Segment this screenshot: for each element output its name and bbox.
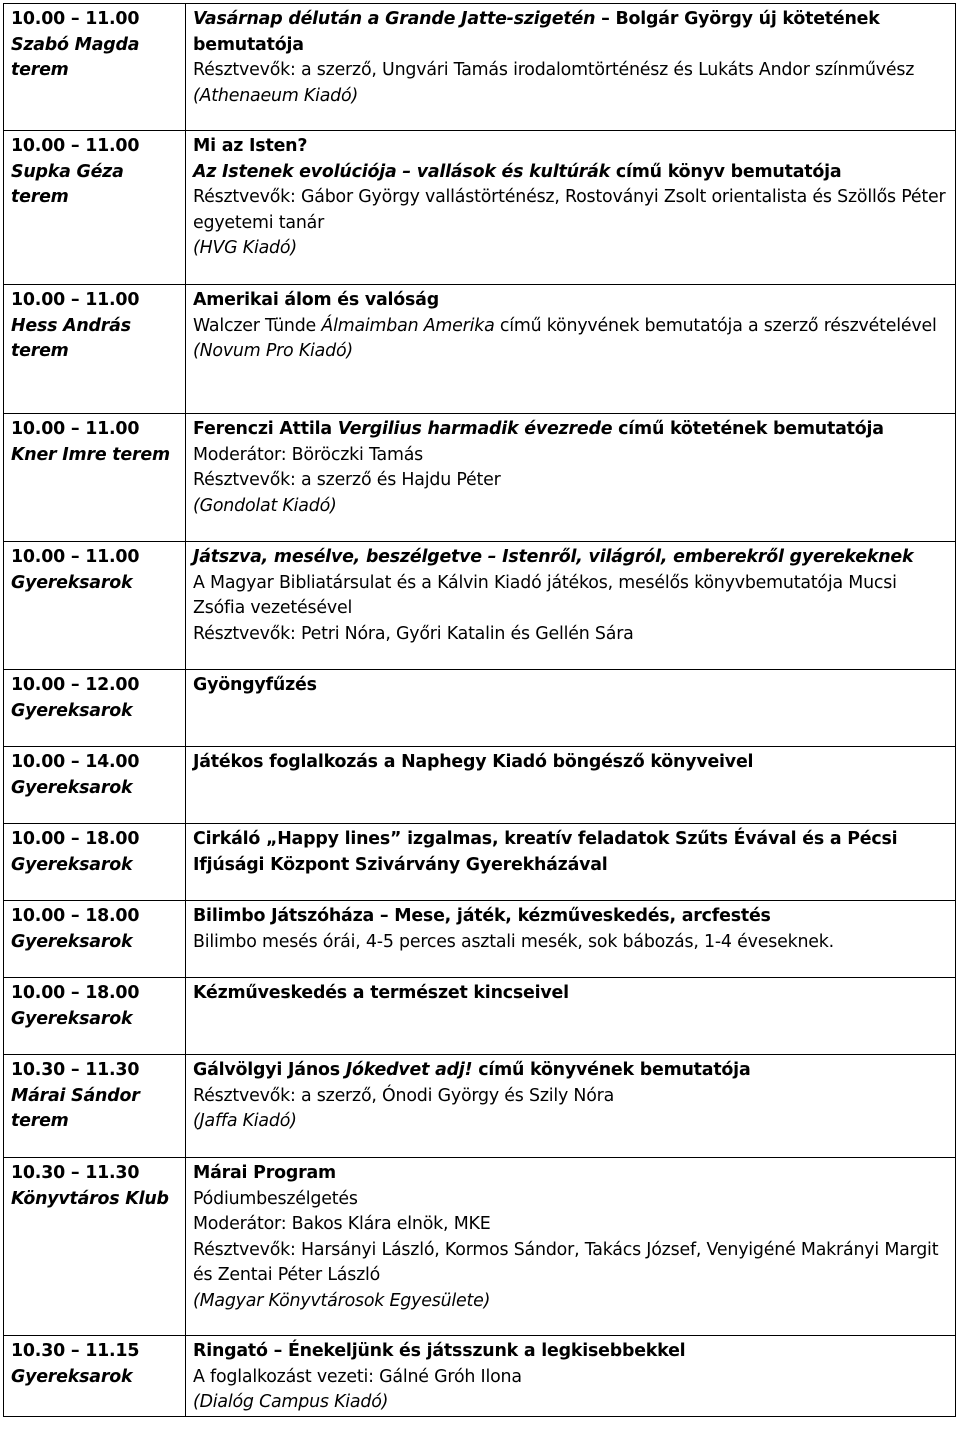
event-description-line <box>193 84 948 110</box>
text-segment: Walczer Tünde <box>193 315 322 336</box>
text-segment: című kötetének bemutatója <box>612 419 884 439</box>
event-description-line <box>193 1161 948 1187</box>
text-segment: Ferenczi Attila <box>193 419 338 439</box>
event-venue: Supka Géza <box>11 161 124 182</box>
text-segment: Cirkáló „Happy lines” izgalmas, kreatív feladatok Szűts Évával és a Pécsi Ifjúsági Központ Szivárvány Gyerekházával <box>193 829 898 875</box>
event-description-line <box>193 417 948 443</box>
text-segment: Bilimbo Játszóháza – Mese, játék, kézműveskedés, arcfestés <box>193 906 771 926</box>
event-description-cell <box>186 978 956 1055</box>
event-description-line <box>193 545 948 571</box>
event-time: 10.00 – 11.00 <box>11 290 140 310</box>
schedule-row <box>4 131 956 285</box>
event-venue: Könyvtáros Klub <box>11 1188 169 1209</box>
text-segment: A foglalkozást vezeti: Gálné Gróh Ilona <box>193 1366 522 1387</box>
time-venue-cell <box>4 285 186 414</box>
text-segment: (Gondolat Kiadó) <box>193 495 337 516</box>
event-description-cell <box>186 285 956 414</box>
event-description-line <box>193 1212 948 1238</box>
event-description-cell <box>186 542 956 670</box>
event-venue: Gyereksarok <box>11 931 133 952</box>
schedule-row <box>4 978 956 1055</box>
event-description-line <box>193 494 948 520</box>
event-description-line <box>193 58 948 84</box>
text-segment: Gálvölgyi János <box>193 1060 346 1080</box>
time-venue-cell <box>4 670 186 747</box>
event-description-line <box>193 1084 948 1110</box>
event-description-line <box>193 185 948 236</box>
event-description-cell <box>186 901 956 978</box>
text-segment: Résztvevők: a szerző, Ungvári Tamás irodalomtörténész és Lukáts Andor színművész <box>193 60 915 81</box>
event-time: 10.00 – 12.00 <box>11 675 140 695</box>
text-segment: Bilimbo mesés órái, 4-5 perces asztali mesék, sok bábozás, 1-4 éveseknek. <box>193 931 834 952</box>
event-venue: terem <box>11 1111 69 1132</box>
text-segment: Moderátor: Böröczki Tamás <box>193 444 424 465</box>
event-time: 10.00 – 14.00 <box>11 752 140 772</box>
event-description-line <box>193 1339 948 1365</box>
text-segment: című könyv bemutatója <box>610 161 842 182</box>
event-description-line <box>193 1365 948 1391</box>
text-segment: Jókedvet adj! <box>345 1060 473 1080</box>
event-venue: terem <box>11 60 69 81</box>
text-segment: Játszva, mesélve, beszélgetve – Istenről, világról, emberekről gyerekeknek <box>193 547 914 567</box>
program-schedule-table <box>3 3 956 1417</box>
event-time: 10.00 – 11.00 <box>11 419 140 439</box>
text-segment: A Magyar Bibliatársulat és a Kálvin Kiadó játékos, mesélős könyvbemutatója Mucsi Zsófia vezetésével <box>193 572 897 619</box>
event-description-line <box>193 443 948 469</box>
event-description-line <box>193 1058 948 1084</box>
event-description-cell <box>186 747 956 824</box>
text-segment: Résztvevők: Gábor György vallástörténész, Rostoványi Zsolt orientalista és Szöllős Péter egyetemi tanár <box>193 187 946 233</box>
text-segment: című könyvének bemutatója <box>472 1060 751 1080</box>
event-venue: Gyereksarok <box>11 572 133 593</box>
text-segment: Az Istenek evolúciója – vallások és kultúrák <box>193 161 611 182</box>
event-description-line <box>193 314 948 340</box>
schedule-body <box>4 4 956 1417</box>
event-venue: Gyereksarok <box>11 777 133 798</box>
schedule-row <box>4 542 956 670</box>
event-description-line <box>193 339 948 365</box>
event-time: 10.00 – 18.00 <box>11 829 140 849</box>
schedule-row <box>4 747 956 824</box>
event-description-line <box>193 827 948 878</box>
text-segment: Moderátor: Bakos Klára elnök, MKE <box>193 1214 491 1235</box>
event-description-cell <box>186 670 956 747</box>
event-venue: Gyereksarok <box>11 1366 133 1387</box>
event-description-line <box>193 288 948 314</box>
event-time: 10.00 – 18.00 <box>11 906 140 926</box>
event-venue: Kner Imre terem <box>11 444 170 465</box>
event-description-line <box>193 981 948 1007</box>
schedule-row <box>4 1336 956 1417</box>
text-segment: Pódiumbeszélgetés <box>193 1188 358 1209</box>
time-venue-cell <box>4 4 186 131</box>
text-segment: Ringató – Énekeljünk és játsszunk a legkisebbekkel <box>193 1341 686 1361</box>
event-time: 10.30 – 11.15 <box>11 1341 140 1361</box>
schedule-row <box>4 4 956 131</box>
event-time: 10.30 – 11.30 <box>11 1060 140 1080</box>
time-venue-cell <box>4 824 186 901</box>
time-venue-cell <box>4 1055 186 1158</box>
event-description-line <box>193 1109 948 1135</box>
event-description-cell <box>186 1055 956 1158</box>
event-description-line <box>193 134 948 160</box>
time-venue-cell <box>4 542 186 670</box>
text-segment: (Dialóg Campus Kiadó) <box>193 1392 389 1413</box>
event-description-cell <box>186 824 956 901</box>
event-venue: Gyereksarok <box>11 854 133 875</box>
event-description-cell <box>186 1158 956 1336</box>
text-segment: Amerikai álom és valóság <box>193 290 439 310</box>
schedule-row <box>4 901 956 978</box>
event-venue: Gyereksarok <box>11 1008 133 1029</box>
event-description-line <box>193 571 948 622</box>
event-description-cell <box>186 4 956 131</box>
event-description-line <box>193 1390 948 1416</box>
event-description-line <box>193 1187 948 1213</box>
text-segment: Résztvevők: a szerző, Ónodi György és Szily Nóra <box>193 1085 615 1106</box>
schedule-row <box>4 414 956 542</box>
text-segment: Bolgár György új kötetének bemutatója <box>193 9 880 55</box>
text-segment: Gyöngyfűzés <box>193 675 317 695</box>
text-segment: Mi az Isten? <box>193 136 308 156</box>
text-segment: Kézműveskedés a természet kincseivel <box>193 983 569 1003</box>
event-description-line <box>193 622 948 648</box>
event-venue: Szabó Magda <box>11 34 140 55</box>
text-segment: Vergilius harmadik évezrede <box>337 419 613 439</box>
event-time: 10.30 – 11.30 <box>11 1163 140 1183</box>
event-time: 10.00 – 11.00 <box>11 547 140 567</box>
text-segment: (Magyar Könyvtárosok Egyesülete) <box>193 1290 491 1311</box>
text-segment: Álmaimban Amerika <box>321 315 495 336</box>
time-venue-cell <box>4 901 186 978</box>
event-description-line <box>193 673 948 699</box>
text-segment: Résztvevők: Harsányi László, Kormos Sándor, Takács József, Venyigéné Makrányi Margit és Zentai Péter László <box>193 1239 939 1286</box>
event-description-line <box>193 930 948 956</box>
time-venue-cell <box>4 1336 186 1417</box>
schedule-row <box>4 1055 956 1158</box>
schedule-row <box>4 285 956 414</box>
time-venue-cell <box>4 414 186 542</box>
event-description-line <box>193 468 948 494</box>
event-description-cell <box>186 131 956 285</box>
text-segment: (Jaffa Kiadó) <box>193 1111 297 1132</box>
text-segment: Résztvevők: Petri Nóra, Győri Katalin és Gellén Sára <box>193 623 634 644</box>
event-description-line <box>193 904 948 930</box>
schedule-row <box>4 1158 956 1336</box>
event-description-line <box>193 236 948 262</box>
time-venue-cell <box>4 1158 186 1336</box>
time-venue-cell <box>4 978 186 1055</box>
event-description-line <box>193 1238 948 1289</box>
schedule-row <box>4 670 956 747</box>
event-venue: terem <box>11 341 69 362</box>
event-description-line <box>193 7 948 58</box>
event-time: 10.00 – 18.00 <box>11 983 140 1003</box>
event-venue: terem <box>11 187 69 208</box>
event-venue: Gyereksarok <box>11 700 133 721</box>
schedule-row <box>4 824 956 901</box>
event-description-line <box>193 160 948 186</box>
event-venue: Hess András <box>11 315 131 336</box>
text-segment: Vasárnap délután a Grande Jatte-szigetén <box>193 9 596 29</box>
event-description-line <box>193 750 948 776</box>
text-segment: (Novum Pro Kiadó) <box>193 341 353 362</box>
text-segment: Résztvevők: a szerző és Hajdu Péter <box>193 470 501 491</box>
text-segment: (Athenaeum Kiadó) <box>193 85 359 106</box>
event-time: 10.00 – 11.00 <box>11 136 140 156</box>
event-description-cell <box>186 414 956 542</box>
text-segment: (HVG Kiadó) <box>193 238 297 259</box>
event-description-line <box>193 1289 948 1315</box>
event-venue: Márai Sándor <box>11 1085 140 1106</box>
event-description-cell <box>186 1336 956 1417</box>
text-segment: Játékos foglalkozás a Naphegy Kiadó böngésző könyveivel <box>193 752 754 772</box>
text-segment: Márai Program <box>193 1163 336 1183</box>
time-venue-cell <box>4 747 186 824</box>
text-segment: című könyvének bemutatója a szerző részvételével <box>494 315 937 336</box>
event-time: 10.00 – 11.00 <box>11 9 140 29</box>
time-venue-cell <box>4 131 186 285</box>
text-segment: – <box>595 9 616 29</box>
